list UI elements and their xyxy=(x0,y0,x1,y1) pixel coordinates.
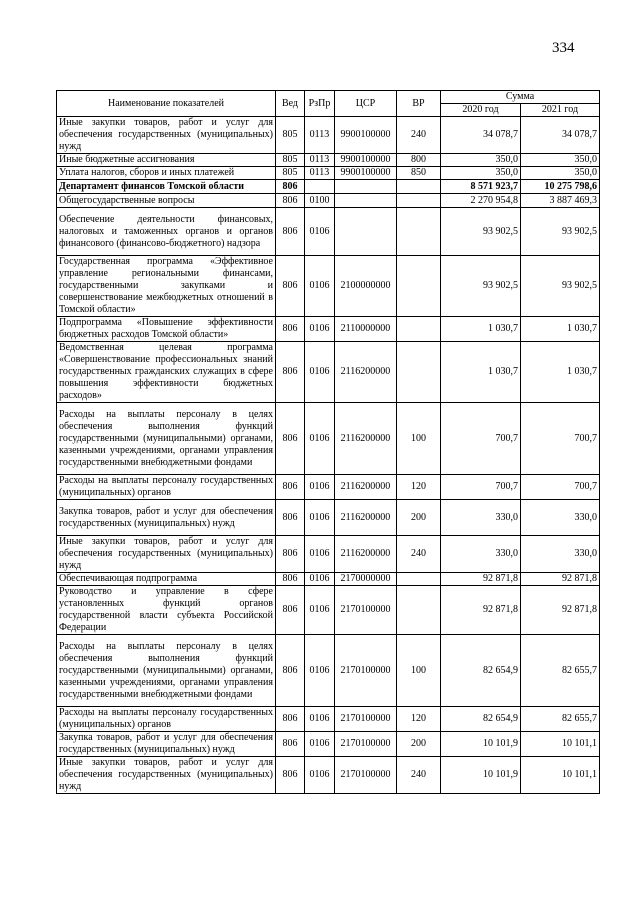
budget-table xyxy=(56,90,600,794)
table-row xyxy=(57,500,600,536)
row-sum-2021: 3 887 469,3 xyxy=(521,194,600,208)
row-sum-2020: 2 270 954,8 xyxy=(441,194,521,208)
row-rzpr: 0106 xyxy=(305,342,335,403)
table-row xyxy=(57,342,600,403)
row-sum-2020: 34 078,7 xyxy=(441,117,521,154)
row-rzpr: 0106 xyxy=(305,475,335,500)
row-vr: 200 xyxy=(397,732,441,757)
row-sum-2020: 1 030,7 xyxy=(441,317,521,342)
row-sum-2020: 330,0 xyxy=(441,500,521,536)
row-sum-2020: 8 571 923,7 xyxy=(441,180,521,194)
header-2020: 2020 год xyxy=(441,104,521,117)
row-sum-2020: 82 654,9 xyxy=(441,707,521,732)
table-row xyxy=(57,573,600,586)
row-rzpr: 0106 xyxy=(305,208,335,256)
row-csr xyxy=(335,194,397,208)
row-sum-2020: 350,0 xyxy=(441,167,521,180)
row-ved: 805 xyxy=(276,154,305,167)
row-rzpr: 0106 xyxy=(305,500,335,536)
row-ved: 806 xyxy=(276,180,305,194)
row-ved: 806 xyxy=(276,256,305,317)
row-csr: 2116200000 xyxy=(335,342,397,403)
row-name: Закупка товаров, работ и услуг для обеспечения государственных (муниципальных) нужд xyxy=(57,500,276,536)
row-csr: 2170100000 xyxy=(335,757,397,794)
row-sum-2021: 700,7 xyxy=(521,403,600,475)
table-row xyxy=(57,732,600,757)
row-vr: 850 xyxy=(397,167,441,180)
row-vr xyxy=(397,317,441,342)
row-name: Расходы на выплаты персоналу в целях обеспечения выполнения функций государственными (муниципальными) органами, казенными учреждениями, органами управления государственными внебюджетными фондами xyxy=(57,403,276,475)
row-rzpr: 0113 xyxy=(305,167,335,180)
row-sum-2021: 34 078,7 xyxy=(521,117,600,154)
row-name: Иные закупки товаров, работ и услуг для обеспечения государственных (муниципальных) нужд xyxy=(57,757,276,794)
row-vr: 100 xyxy=(397,635,441,707)
header-sum: Сумма xyxy=(441,91,600,104)
table-row xyxy=(57,317,600,342)
row-vr xyxy=(397,342,441,403)
row-csr: 2100000000 xyxy=(335,256,397,317)
row-sum-2020: 93 902,5 xyxy=(441,256,521,317)
row-rzpr: 0100 xyxy=(305,194,335,208)
row-sum-2020: 10 101,9 xyxy=(441,757,521,794)
row-name: Обеспечивающая подпрограмма xyxy=(57,573,276,586)
row-rzpr: 0106 xyxy=(305,573,335,586)
row-csr: 9900100000 xyxy=(335,117,397,154)
row-csr: 2170100000 xyxy=(335,635,397,707)
row-sum-2020: 700,7 xyxy=(441,403,521,475)
row-csr: 2170100000 xyxy=(335,732,397,757)
row-rzpr: 0106 xyxy=(305,403,335,475)
row-sum-2021: 92 871,8 xyxy=(521,573,600,586)
row-csr: 2170000000 xyxy=(335,573,397,586)
table-row xyxy=(57,757,600,794)
row-name: Расходы на выплаты персоналу государственных (муниципальных) органов xyxy=(57,707,276,732)
row-sum-2021: 10 275 798,6 xyxy=(521,180,600,194)
table-row xyxy=(57,256,600,317)
row-ved: 806 xyxy=(276,403,305,475)
table-row xyxy=(57,707,600,732)
row-vr xyxy=(397,180,441,194)
row-sum-2020: 10 101,9 xyxy=(441,732,521,757)
row-name: Закупка товаров, работ и услуг для обеспечения государственных (муниципальных) нужд xyxy=(57,732,276,757)
row-sum-2021: 93 902,5 xyxy=(521,256,600,317)
row-csr xyxy=(335,180,397,194)
row-sum-2021: 350,0 xyxy=(521,167,600,180)
row-name: Ведомственная целевая программа «Совершенствование профессиональных знаний государственных гражданских служащих в сфере повышения эффективности бюджетных расходов» xyxy=(57,342,276,403)
row-rzpr: 0106 xyxy=(305,586,335,635)
table-row xyxy=(57,167,600,180)
row-name: Государственная программа «Эффективное управление региональными финансами, государственными закупками и совершенствование межбюджетных отношений в Томской области» xyxy=(57,256,276,317)
row-name: Руководство и управление в сфере установленных функций органов государственной власти субъекта Российской Федерации xyxy=(57,586,276,635)
row-sum-2021: 1 030,7 xyxy=(521,317,600,342)
table-row xyxy=(57,208,600,256)
row-vr: 120 xyxy=(397,475,441,500)
row-ved: 806 xyxy=(276,342,305,403)
row-csr: 2116200000 xyxy=(335,403,397,475)
row-name: Иные закупки товаров, работ и услуг для обеспечения государственных (муниципальных) нужд xyxy=(57,117,276,154)
row-ved: 806 xyxy=(276,475,305,500)
page-number: 334 xyxy=(552,40,575,56)
table-row xyxy=(57,180,600,194)
row-sum-2021: 92 871,8 xyxy=(521,586,600,635)
row-name: Уплата налогов, сборов и иных платежей xyxy=(57,167,276,180)
row-sum-2021: 330,0 xyxy=(521,536,600,573)
row-sum-2021: 82 655,7 xyxy=(521,707,600,732)
row-ved: 806 xyxy=(276,586,305,635)
row-rzpr: 0106 xyxy=(305,707,335,732)
row-name: Иные закупки товаров, работ и услуг для обеспечения государственных (муниципальных) нужд xyxy=(57,536,276,573)
table-row xyxy=(57,117,600,154)
table-row xyxy=(57,403,600,475)
table-row xyxy=(57,586,600,635)
table-row xyxy=(57,154,600,167)
row-sum-2020: 93 902,5 xyxy=(441,208,521,256)
row-rzpr: 0106 xyxy=(305,635,335,707)
row-ved: 806 xyxy=(276,208,305,256)
row-csr: 2110000000 xyxy=(335,317,397,342)
row-ved: 806 xyxy=(276,573,305,586)
row-name: Расходы на выплаты персоналу в целях обеспечения выполнения функций государственными (муниципальными) органами, казенными учреждениями, органами управления государственными внебюджетными фондами xyxy=(57,635,276,707)
row-sum-2021: 700,7 xyxy=(521,475,600,500)
row-rzpr xyxy=(305,180,335,194)
row-rzpr: 0106 xyxy=(305,732,335,757)
row-sum-2021: 1 030,7 xyxy=(521,342,600,403)
row-vr xyxy=(397,256,441,317)
row-rzpr: 0106 xyxy=(305,317,335,342)
row-name: Иные бюджетные ассигнования xyxy=(57,154,276,167)
row-csr: 2170100000 xyxy=(335,707,397,732)
row-rzpr: 0113 xyxy=(305,117,335,154)
header-csr: ЦСР xyxy=(335,91,397,117)
header-2021: 2021 год xyxy=(521,104,600,117)
row-sum-2021: 10 101,1 xyxy=(521,732,600,757)
header-vr: ВР xyxy=(397,91,441,117)
row-sum-2020: 92 871,8 xyxy=(441,586,521,635)
row-csr: 9900100000 xyxy=(335,167,397,180)
row-name: Расходы на выплаты персоналу государственных (муниципальных) органов xyxy=(57,475,276,500)
row-sum-2021: 82 655,7 xyxy=(521,635,600,707)
row-rzpr: 0113 xyxy=(305,154,335,167)
row-vr xyxy=(397,586,441,635)
row-name: Подпрограмма «Повышение эффективности бюджетных расходов Томской области» xyxy=(57,317,276,342)
row-vr: 240 xyxy=(397,536,441,573)
table-row xyxy=(57,635,600,707)
row-ved: 806 xyxy=(276,707,305,732)
row-csr xyxy=(335,208,397,256)
header-rzpr: РзПр xyxy=(305,91,335,117)
row-sum-2020: 700,7 xyxy=(441,475,521,500)
row-name: Общегосударственные вопросы xyxy=(57,194,276,208)
row-sum-2020: 350,0 xyxy=(441,154,521,167)
row-ved: 806 xyxy=(276,757,305,794)
row-vr: 240 xyxy=(397,757,441,794)
row-csr: 2116200000 xyxy=(335,536,397,573)
row-vr: 240 xyxy=(397,117,441,154)
table-row xyxy=(57,475,600,500)
row-rzpr: 0106 xyxy=(305,536,335,573)
row-rzpr: 0106 xyxy=(305,256,335,317)
row-sum-2021: 93 902,5 xyxy=(521,208,600,256)
row-ved: 806 xyxy=(276,635,305,707)
row-vr xyxy=(397,208,441,256)
row-csr: 2170100000 xyxy=(335,586,397,635)
row-rzpr: 0106 xyxy=(305,757,335,794)
table-row xyxy=(57,536,600,573)
row-sum-2020: 330,0 xyxy=(441,536,521,573)
row-ved: 806 xyxy=(276,500,305,536)
row-ved: 806 xyxy=(276,732,305,757)
row-sum-2021: 330,0 xyxy=(521,500,600,536)
row-name: Департамент финансов Томской области xyxy=(57,180,276,194)
header-name: Наименование показателей xyxy=(57,91,276,117)
row-vr: 120 xyxy=(397,707,441,732)
row-sum-2020: 1 030,7 xyxy=(441,342,521,403)
row-sum-2020: 92 871,8 xyxy=(441,573,521,586)
table-row xyxy=(57,194,600,208)
row-name: Обеспечение деятельности финансовых, налоговых и таможенных органов и органов финансового (финансово-бюджетного) надзора xyxy=(57,208,276,256)
row-vr: 100 xyxy=(397,403,441,475)
row-sum-2020: 82 654,9 xyxy=(441,635,521,707)
row-csr: 2116200000 xyxy=(335,475,397,500)
row-ved: 806 xyxy=(276,317,305,342)
row-vr: 200 xyxy=(397,500,441,536)
row-vr xyxy=(397,194,441,208)
row-sum-2021: 350,0 xyxy=(521,154,600,167)
row-ved: 805 xyxy=(276,117,305,154)
row-ved: 806 xyxy=(276,194,305,208)
row-csr: 9900100000 xyxy=(335,154,397,167)
row-ved: 805 xyxy=(276,167,305,180)
row-vr xyxy=(397,573,441,586)
row-sum-2021: 10 101,1 xyxy=(521,757,600,794)
row-vr: 800 xyxy=(397,154,441,167)
row-ved: 806 xyxy=(276,536,305,573)
header-ved: Вед xyxy=(276,91,305,117)
row-csr: 2116200000 xyxy=(335,500,397,536)
